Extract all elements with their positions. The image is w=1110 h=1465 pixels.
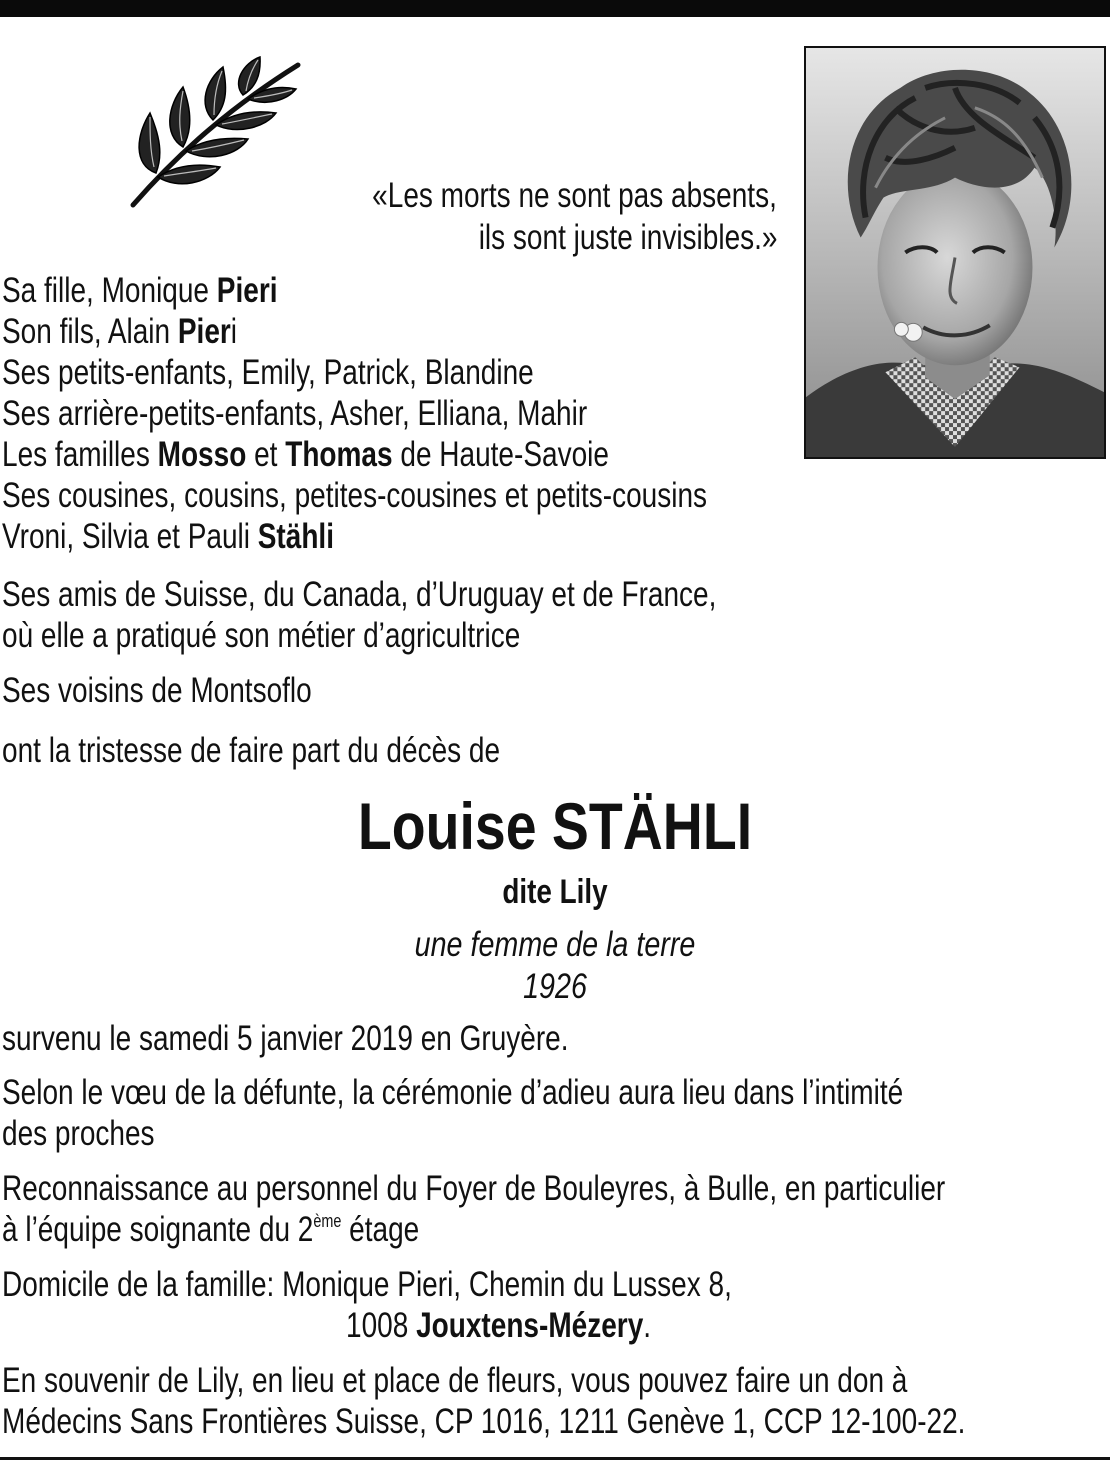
domicile-line-1: Domicile de la famille: Monique Pieri, Chemin du Lussex 8, — [2, 1265, 732, 1304]
olive-branch-icon — [128, 55, 308, 215]
donation-line-2: Médecins Sans Frontières Suisse, CP 1016, 1211 Genève 1, CCP 12-100-22. — [2, 1402, 966, 1441]
thanks-line-1: Reconnaissance au personnel du Foyer de Bouleyres, à Bulle, en particulier — [2, 1169, 946, 1208]
deceased-tagline: une femme de la terre — [414, 925, 696, 964]
announce-line: ont la tristesse de faire part du décès de — [2, 731, 501, 770]
family-line-grandchildren: Ses petits-enfants, Emily, Patrick, Blandine — [2, 353, 534, 392]
ceremony-line-1: Selon le vœu de la défunte, la cérémonie d’adieu aura lieu dans l’intimité — [2, 1073, 904, 1112]
top-rule — [0, 0, 1110, 17]
ceremony-line-2: des proches — [2, 1114, 155, 1153]
quote-line-1: «Les morts ne sont pas absents, — [372, 176, 777, 215]
friends-line-1: Ses amis de Suisse, du Canada, d’Uruguay et de France, — [2, 575, 717, 614]
neighbors-line: Ses voisins de Montsoflo — [2, 671, 312, 710]
deceased-alias: dite Lily — [502, 873, 608, 911]
donation-line-1: En souvenir de Lily, en lieu et place de fleurs, vous pouvez faire un don à — [2, 1361, 908, 1400]
family-line-great-grandchildren: Ses arrière-petits-enfants, Asher, Elliana, Mahir — [2, 394, 588, 433]
family-line-daughter: Sa fille, Monique Pieri — [2, 271, 278, 310]
deceased-name: Louise STÄHLI — [357, 789, 753, 863]
friends-line-2: où elle a pratiqué son métier d’agricultrice — [2, 616, 521, 655]
bottom-rule — [0, 1457, 1110, 1460]
family-line-stahli: Vroni, Silvia et Pauli Stähli — [2, 517, 334, 556]
deceased-year: 1926 — [523, 967, 587, 1006]
domicile-line-2: 1008 Jouxtens-Mézery. — [346, 1306, 652, 1345]
family-line-son: Son fils, Alain Pieri — [2, 312, 238, 351]
family-line-cousins: Ses cousines, cousins, petites-cousines et petits-cousins — [2, 476, 708, 515]
family-line-families: Les familles Mosso et Thomas de Haute-Savoie — [2, 435, 609, 474]
portrait-photo — [804, 46, 1106, 459]
death-line: survenu le samedi 5 janvier 2019 en Gruyère. — [2, 1019, 569, 1058]
quote-line-2: ils sont juste invisibles.» — [478, 218, 777, 257]
thanks-line-2: à l’équipe soignante du 2ème étage — [2, 1210, 420, 1249]
